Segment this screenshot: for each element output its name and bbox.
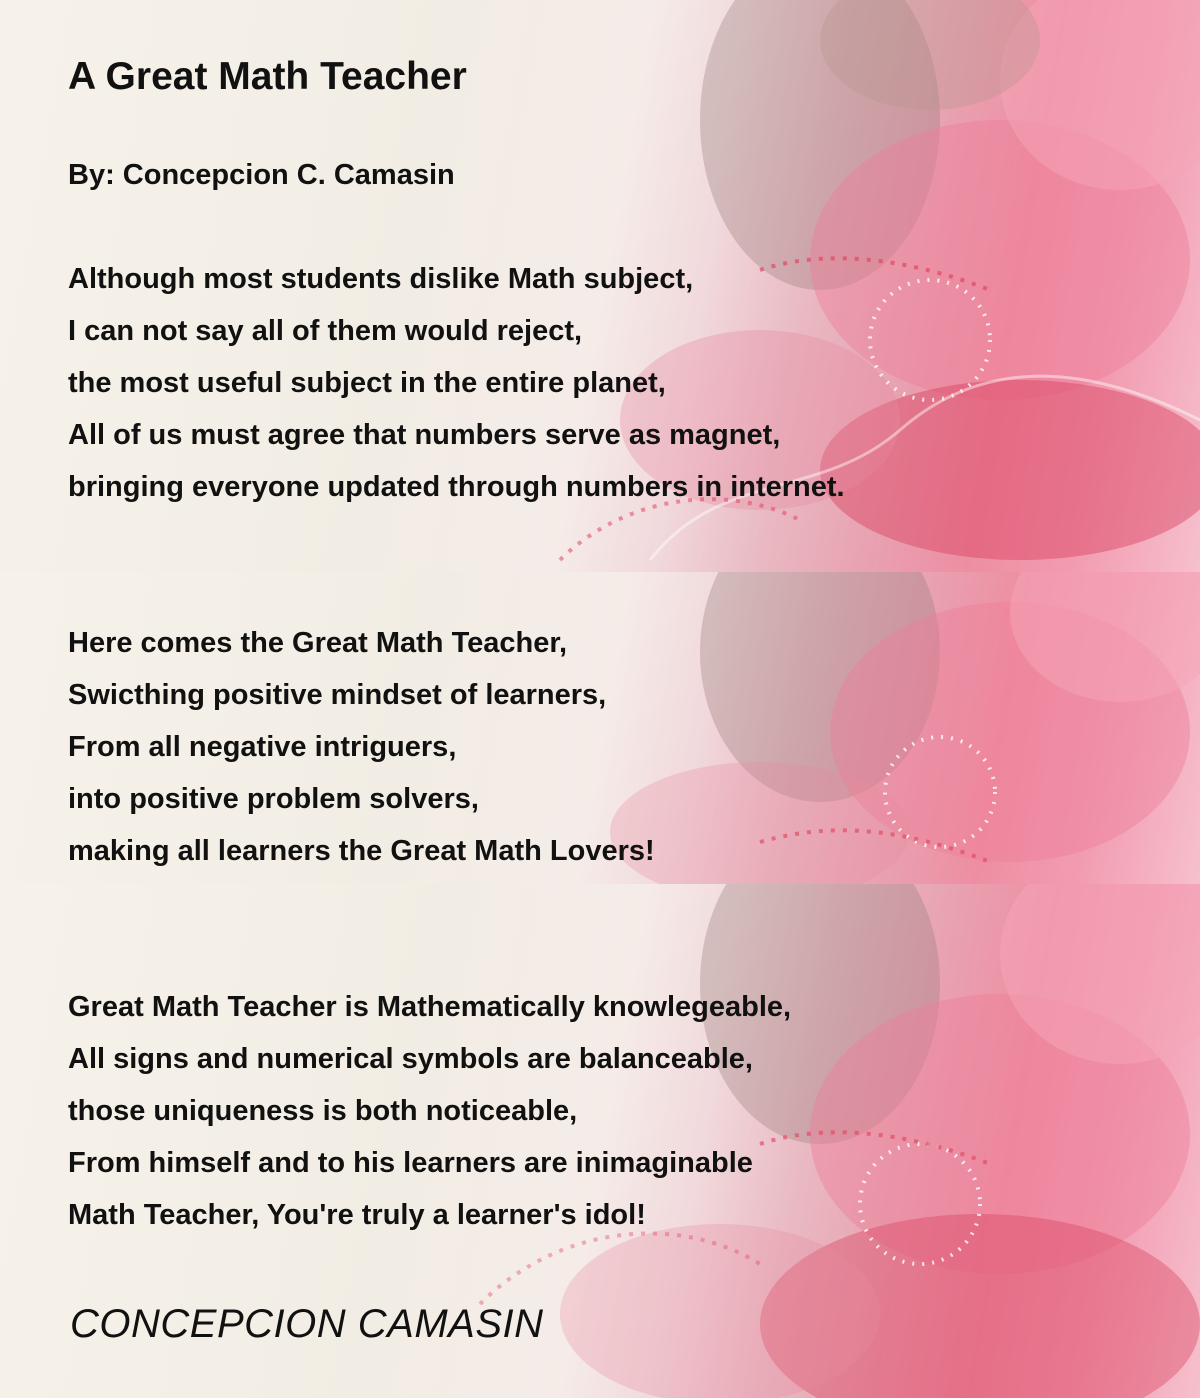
poem-line: I can not say all of them would reject, <box>68 315 583 347</box>
poem-line: bringing everyone updated through numbers in internet. <box>68 471 845 503</box>
stanza <box>68 253 845 513</box>
poem-line: those uniqueness is both noticeable, <box>68 1095 578 1127</box>
poem-line: All of us must agree that numbers serve as magnet, <box>68 419 781 451</box>
poem-line: Swicthing positive mindset of learners, <box>68 679 607 711</box>
poem-byline: By: Concepcion C. Camasin <box>68 159 455 191</box>
stanza <box>68 981 791 1241</box>
poem-line: Although most students dislike Math subject, <box>68 263 694 295</box>
poem-line: Math Teacher, You're truly a learner's idol! <box>68 1199 646 1231</box>
poem-signature: CONCEPCION CAMASIN <box>70 1302 544 1346</box>
poem-line: making all learners the Great Math Lovers! <box>68 835 655 867</box>
stanza <box>68 617 655 877</box>
poem-line: into positive problem solvers, <box>68 783 479 815</box>
poem-line: All signs and numerical symbols are balanceable, <box>68 1043 753 1075</box>
poem-line: the most useful subject in the entire planet, <box>68 367 666 399</box>
poem-title: A Great Math Teacher <box>68 55 467 98</box>
poem-line: From himself and to his learners are inimaginable <box>68 1147 753 1179</box>
poem-line: From all negative intriguers, <box>68 731 457 763</box>
poem-line: Here comes the Great Math Teacher, <box>68 627 568 659</box>
poem-line: Great Math Teacher is Mathematically knowlegeable, <box>68 991 792 1023</box>
